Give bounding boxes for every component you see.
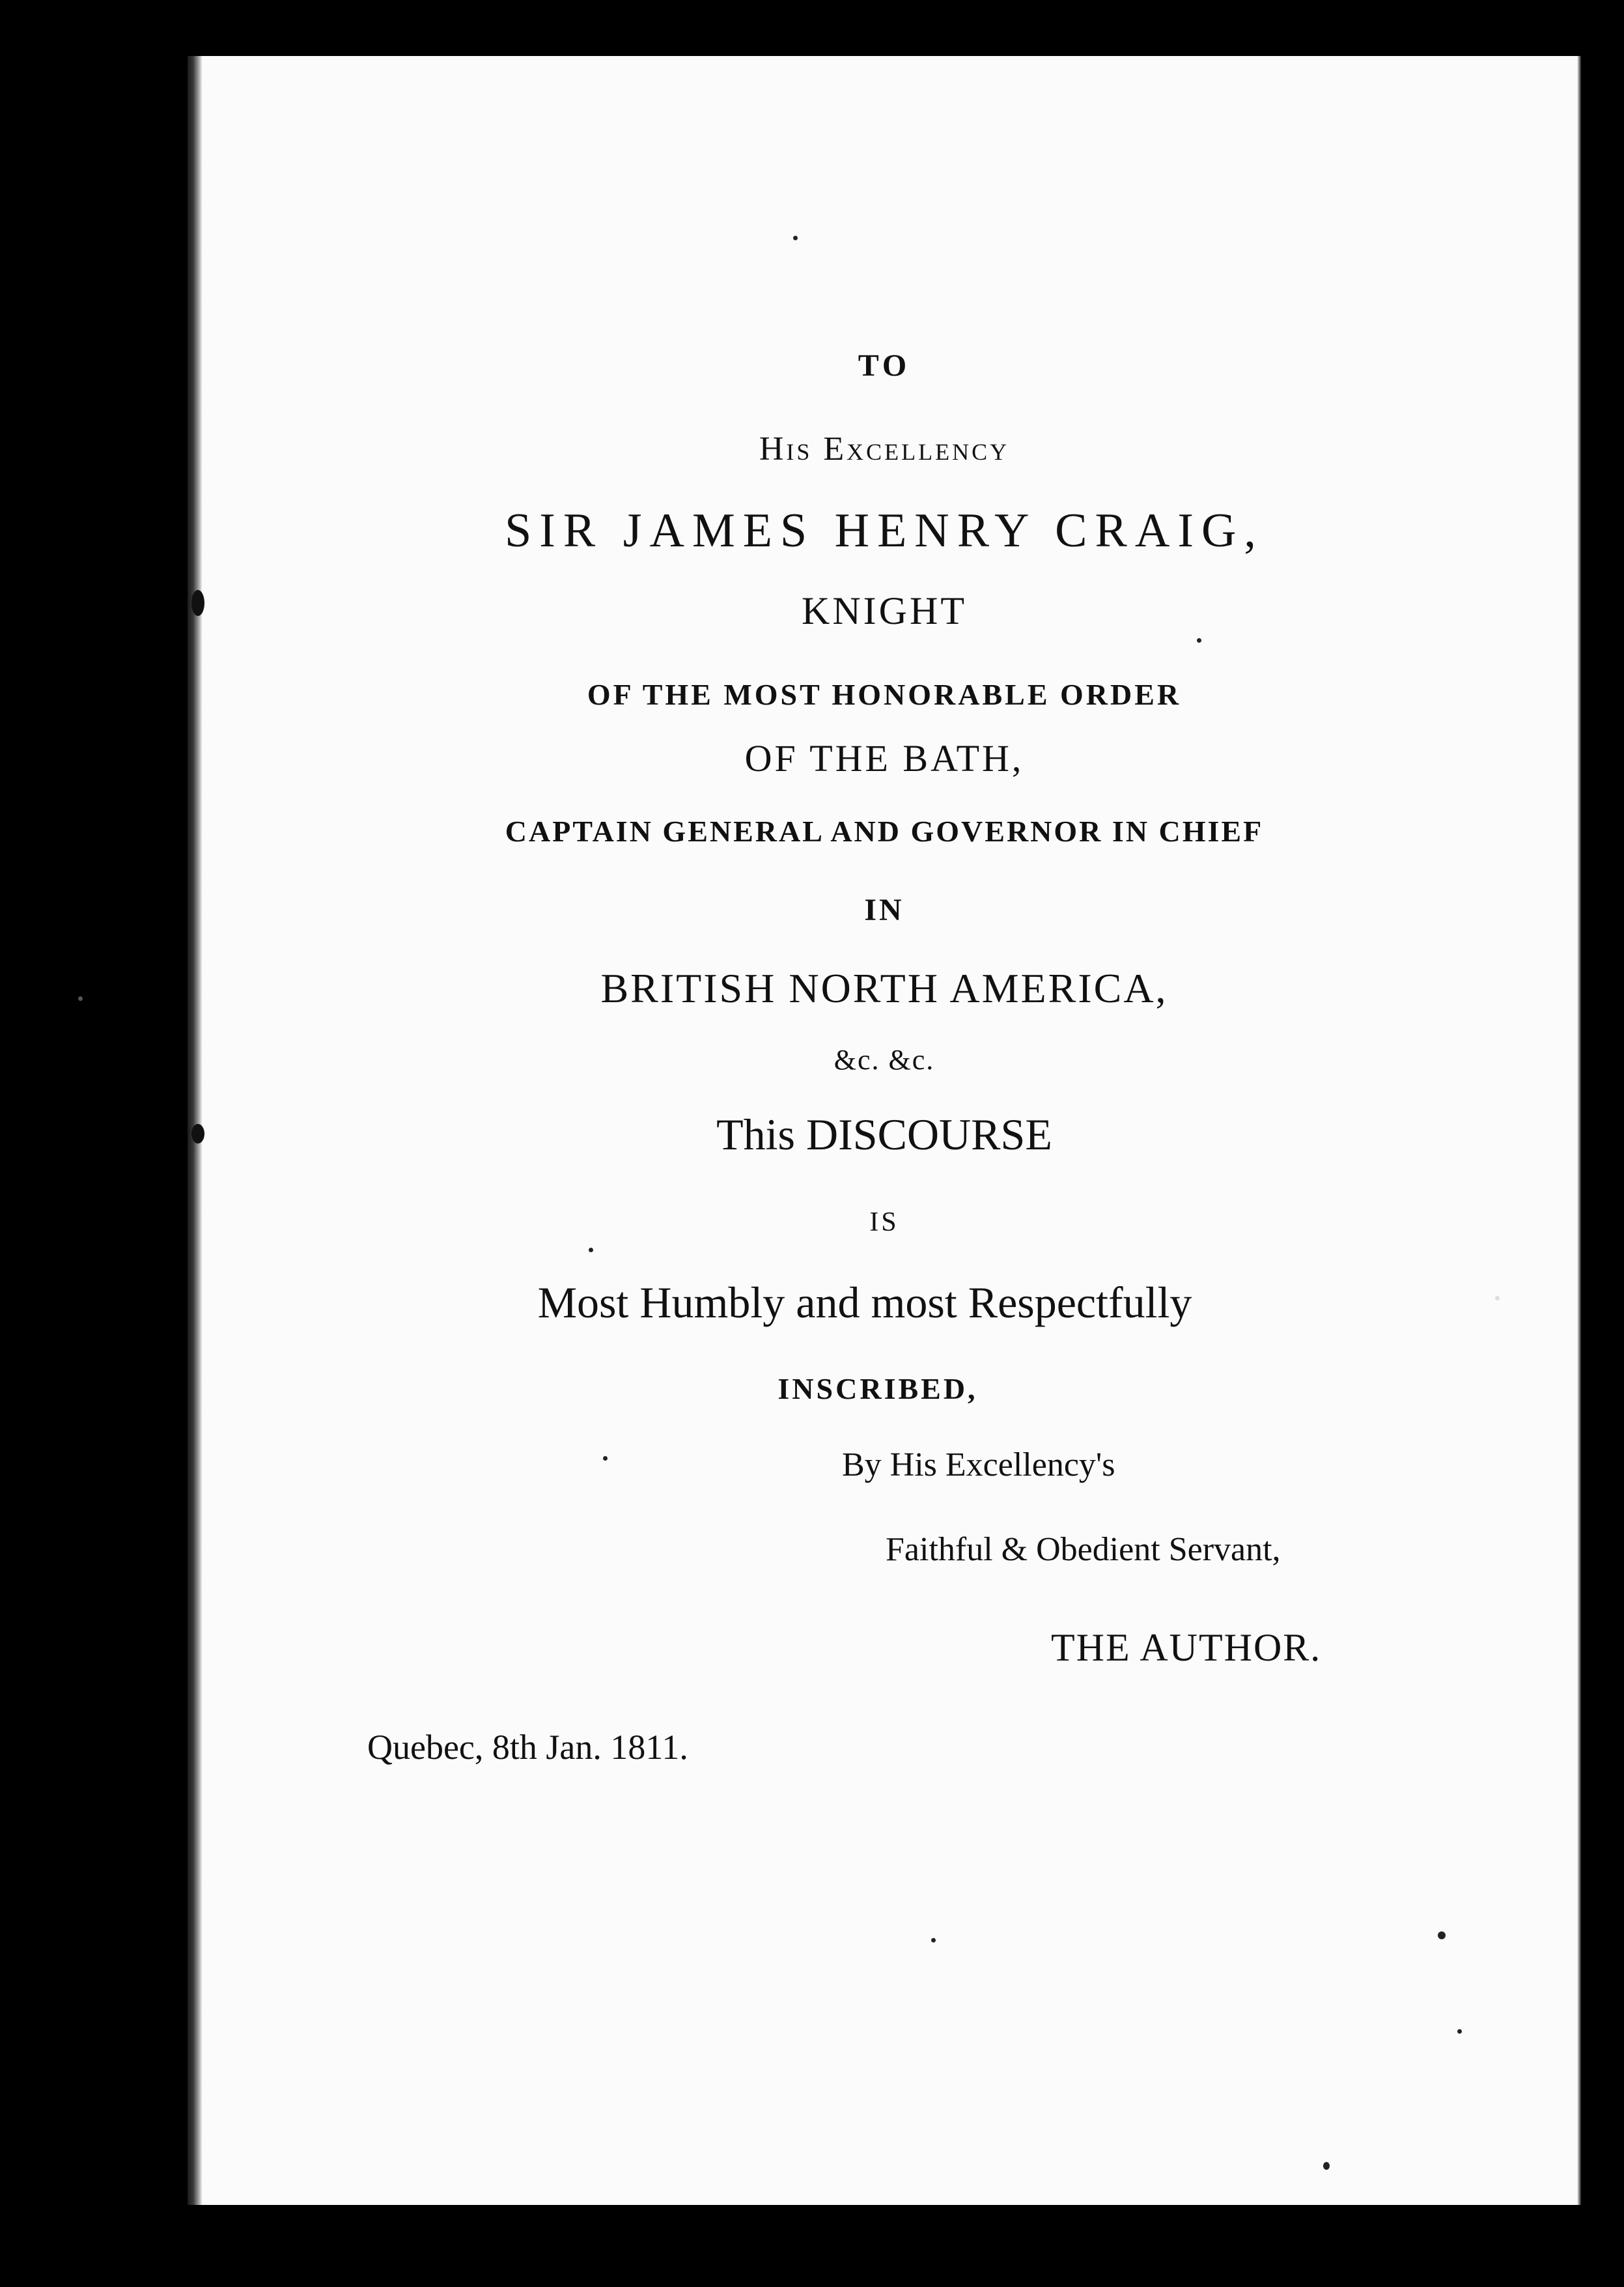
paper-speck bbox=[793, 236, 798, 240]
dedicatee-name: SIR JAMES HENRY CRAIG, bbox=[505, 504, 1264, 557]
paper-speck bbox=[603, 1456, 608, 1461]
dedication-his-excellency: His Excellency bbox=[759, 430, 1010, 468]
paper-speck bbox=[931, 1938, 936, 1943]
place-date: Quebec, 8th Jan. 1811. bbox=[367, 1728, 688, 1767]
dedication-etc: &c. &c. bbox=[833, 1044, 935, 1076]
scan-speck bbox=[78, 996, 83, 1001]
signature-author: THE AUTHOR. bbox=[1051, 1626, 1322, 1669]
dedication-knight: KNIGHT bbox=[802, 589, 967, 632]
inscription-is: IS bbox=[869, 1207, 899, 1237]
paper-speck bbox=[1438, 1931, 1446, 1939]
inscription-humbly: Most Humbly and most Respectfully bbox=[537, 1278, 1192, 1327]
dedication-order-line: OF THE MOST HONORABLE ORDER bbox=[587, 678, 1182, 711]
dedication-bath: OF THE BATH, bbox=[744, 737, 1024, 779]
paper-speck bbox=[589, 1248, 593, 1252]
signature-servant: Faithful & Obedient Servant, bbox=[886, 1531, 1281, 1568]
dedication-region: BRITISH NORTH AMERICA, bbox=[600, 965, 1168, 1011]
dedication-to: TO bbox=[858, 348, 911, 383]
paper-speck bbox=[1197, 638, 1201, 643]
paper-speck bbox=[1457, 2029, 1462, 2034]
signature-by: By His Excellency's bbox=[842, 1446, 1115, 1483]
inscription-discourse: This DISCOURSE bbox=[716, 1110, 1052, 1159]
dedication-in: IN bbox=[864, 893, 904, 927]
inscription-inscribed: INSCRIBED, bbox=[777, 1372, 978, 1405]
paper-speck bbox=[1323, 2162, 1330, 2170]
document-page bbox=[188, 56, 1581, 2205]
dedication-office: CAPTAIN GENERAL AND GOVERNOR IN CHIEF bbox=[505, 815, 1264, 848]
scan-speck bbox=[1495, 1296, 1500, 1300]
